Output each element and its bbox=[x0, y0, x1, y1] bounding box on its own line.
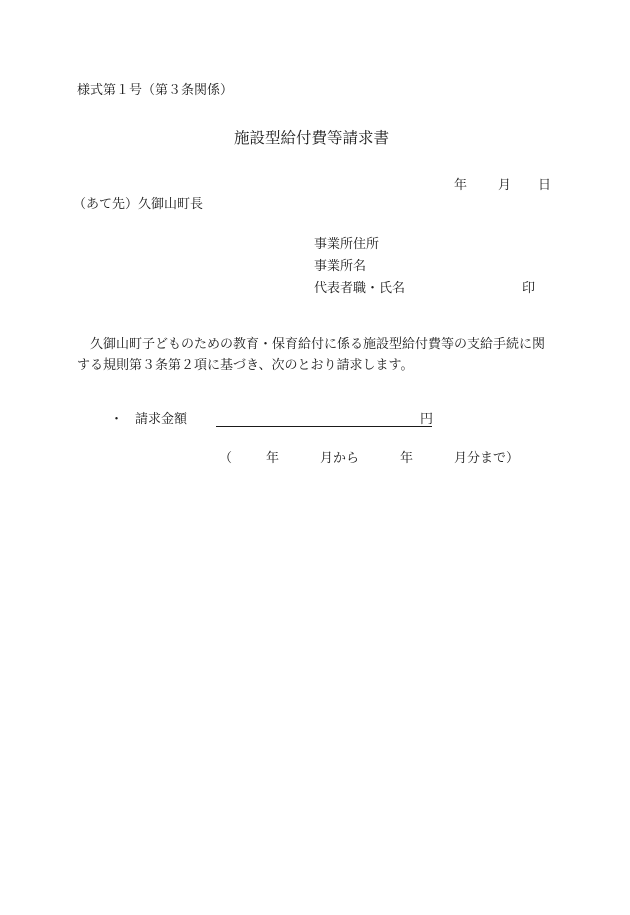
request-body-text: 久御山町子どものための教育・保育給付に係る施設型給付費等の支給手続に関する規則第３条第２項に基づき、次のとおり請求します。 bbox=[77, 337, 546, 373]
date-year-label: 年 bbox=[454, 178, 468, 193]
period-year-from-label: 年 bbox=[266, 451, 280, 466]
form-number: 様式第１号（第３条関係） bbox=[77, 83, 234, 98]
period-month-from-label: 月から bbox=[320, 451, 360, 466]
period-month-to-label: 月分まで） bbox=[454, 451, 520, 466]
representative-label: 代表者職・氏名 bbox=[314, 281, 406, 296]
period-open-paren: （ bbox=[219, 451, 233, 466]
claim-amount-unit: 円 bbox=[420, 412, 434, 427]
addressee: （あて先）久御山町長 bbox=[73, 197, 204, 212]
date-month-label: 月 bbox=[498, 178, 512, 193]
claim-amount-field[interactable] bbox=[216, 413, 432, 427]
bullet-icon: ・ bbox=[110, 412, 124, 427]
date-day-label: 日 bbox=[538, 178, 552, 193]
date-line bbox=[454, 179, 550, 193]
claim-amount-label: 請求金額 bbox=[135, 412, 188, 427]
seal-label: 印 bbox=[522, 281, 536, 296]
document-title: 施設型給付費等請求書 bbox=[234, 129, 390, 147]
claim-period bbox=[219, 452, 519, 466]
office-address-label: 事業所住所 bbox=[314, 237, 380, 252]
office-name-label: 事業所名 bbox=[314, 259, 367, 274]
period-year-to-label: 年 bbox=[400, 451, 414, 466]
